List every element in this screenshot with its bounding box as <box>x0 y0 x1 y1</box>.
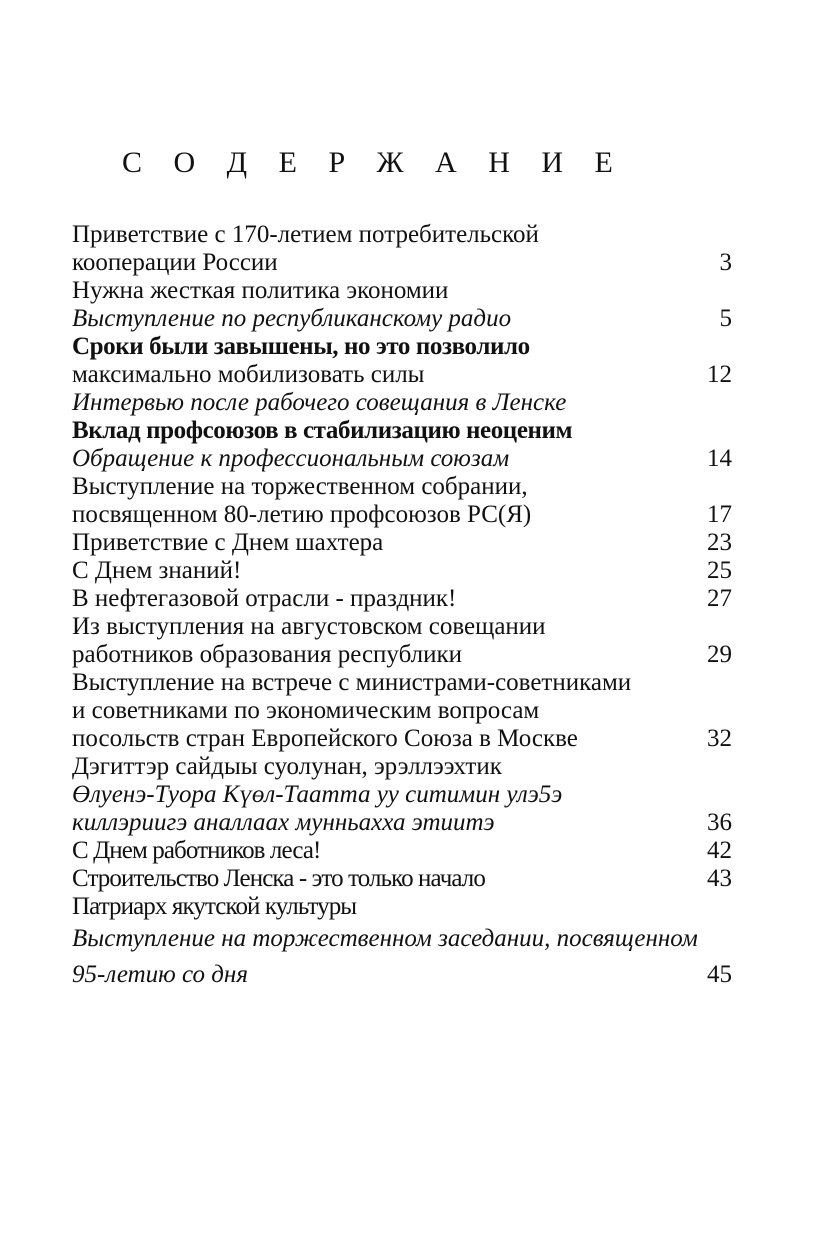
toc-entry-title: киллэриигэ аналлаах мунньахха этиитэ <box>72 809 495 836</box>
toc-entry-page-number: 27 <box>707 585 732 612</box>
toc-entry-title: Строительство Ленска - это только начало <box>72 865 485 892</box>
toc-entry-title: Выступление на торжественном заседании, посвященном <box>72 925 698 952</box>
toc-entry-title: Выступление по республиканскому радио <box>72 305 512 332</box>
toc-entry <box>72 864 732 894</box>
toc-entry-title: В нефтегазовой отрасли - праздник! <box>72 585 457 612</box>
toc-entry <box>72 668 732 698</box>
toc-entry-title: Из выступления на августовском совещании <box>72 613 546 640</box>
toc-entry <box>72 332 732 362</box>
toc-entry <box>72 248 732 278</box>
toc-entry-page-number: 32 <box>707 725 732 752</box>
toc-entry-title: и советниками по экономическим вопросам <box>72 697 540 724</box>
toc-entry <box>72 640 732 670</box>
toc-entry <box>72 960 732 990</box>
toc-entry-title: 95-летию со дня <box>72 961 248 988</box>
toc-entry-page-number: 23 <box>707 529 732 556</box>
toc-entry-title: Дэгиттэр сайдыы суолунан, эрэллээхтик <box>72 753 502 780</box>
toc-entry-title: Вклад профсоюзов в стабилизацию неоценим <box>72 417 573 444</box>
toc-entry <box>72 892 732 922</box>
toc-entry <box>72 276 732 306</box>
toc-entry-page-number: 5 <box>719 305 732 332</box>
toc-entry <box>72 780 732 810</box>
toc-entry <box>72 556 732 586</box>
toc-entry-title: Интервью после рабочего совещания в Ленске <box>72 389 567 416</box>
toc-entry <box>72 924 732 954</box>
toc-entry-title: Выступление на встрече с министрами-советниками <box>72 669 632 696</box>
toc-entry-page-number: 42 <box>707 837 732 864</box>
toc-entry-page-number: 29 <box>707 641 732 668</box>
toc-entry-page-number: 3 <box>719 249 732 276</box>
page-title: С О Д Е Р Ж А Н И Е <box>122 146 625 179</box>
toc-entry-title: Сроки были завышены, но это позволило <box>72 333 530 360</box>
toc-entry <box>72 584 732 614</box>
toc-entry-title: посольств стран Европейского Союза в Москве <box>72 725 578 752</box>
toc-entry-title: работников образования республики <box>72 641 463 668</box>
toc-entry-page-number: 14 <box>707 445 732 472</box>
toc-entry <box>72 416 732 446</box>
toc-entry <box>72 220 732 250</box>
toc-entry <box>72 696 732 726</box>
toc-entry <box>72 836 732 866</box>
toc-entry-page-number: 17 <box>707 501 732 528</box>
toc-entry <box>72 444 732 474</box>
toc-entry-page-number: 43 <box>707 865 732 892</box>
toc-entry <box>72 612 732 642</box>
toc-entry-title: С Днем работников леса! <box>72 837 321 864</box>
toc-entry-page-number: 25 <box>707 557 732 584</box>
toc-entry-title: кооперации России <box>72 249 278 276</box>
toc-entry-title: Приветствие с Днем шахтера <box>72 529 384 556</box>
toc-entry <box>72 500 732 530</box>
toc-entry-title: максимально мобилизовать силы <box>72 361 425 388</box>
toc-entry-title: Обращение к профессиональным союзам <box>72 445 510 472</box>
toc-entry-title: Патриарх якутской культуры <box>72 893 357 920</box>
toc-entry-title: Приветствие с 170-летием потребительской <box>72 221 539 248</box>
toc-entry-title: Өлуенэ-Туора Күөл-Таатта уу ситимин улэ5э <box>72 781 563 808</box>
toc-entry <box>72 528 732 558</box>
toc-entry <box>72 752 732 782</box>
toc-entry <box>72 724 732 754</box>
toc-entry-page-number: 12 <box>707 361 732 388</box>
toc-entry-title: посвященном 80-летию профсоюзов РС(Я) <box>72 501 532 528</box>
toc-entry <box>72 808 732 838</box>
toc-entry <box>72 472 732 502</box>
toc-entry-title: С Днем знаний! <box>72 557 242 584</box>
toc-entry <box>72 304 732 334</box>
toc-entry <box>72 388 732 418</box>
toc-entry-title: Нужна жесткая политика экономии <box>72 277 449 304</box>
toc-entry-title: Выступление на торжественном собрании, <box>72 473 528 500</box>
toc-entry <box>72 360 732 390</box>
toc-entry-page-number: 45 <box>707 961 732 988</box>
toc-entry-page-number: 36 <box>707 809 732 836</box>
